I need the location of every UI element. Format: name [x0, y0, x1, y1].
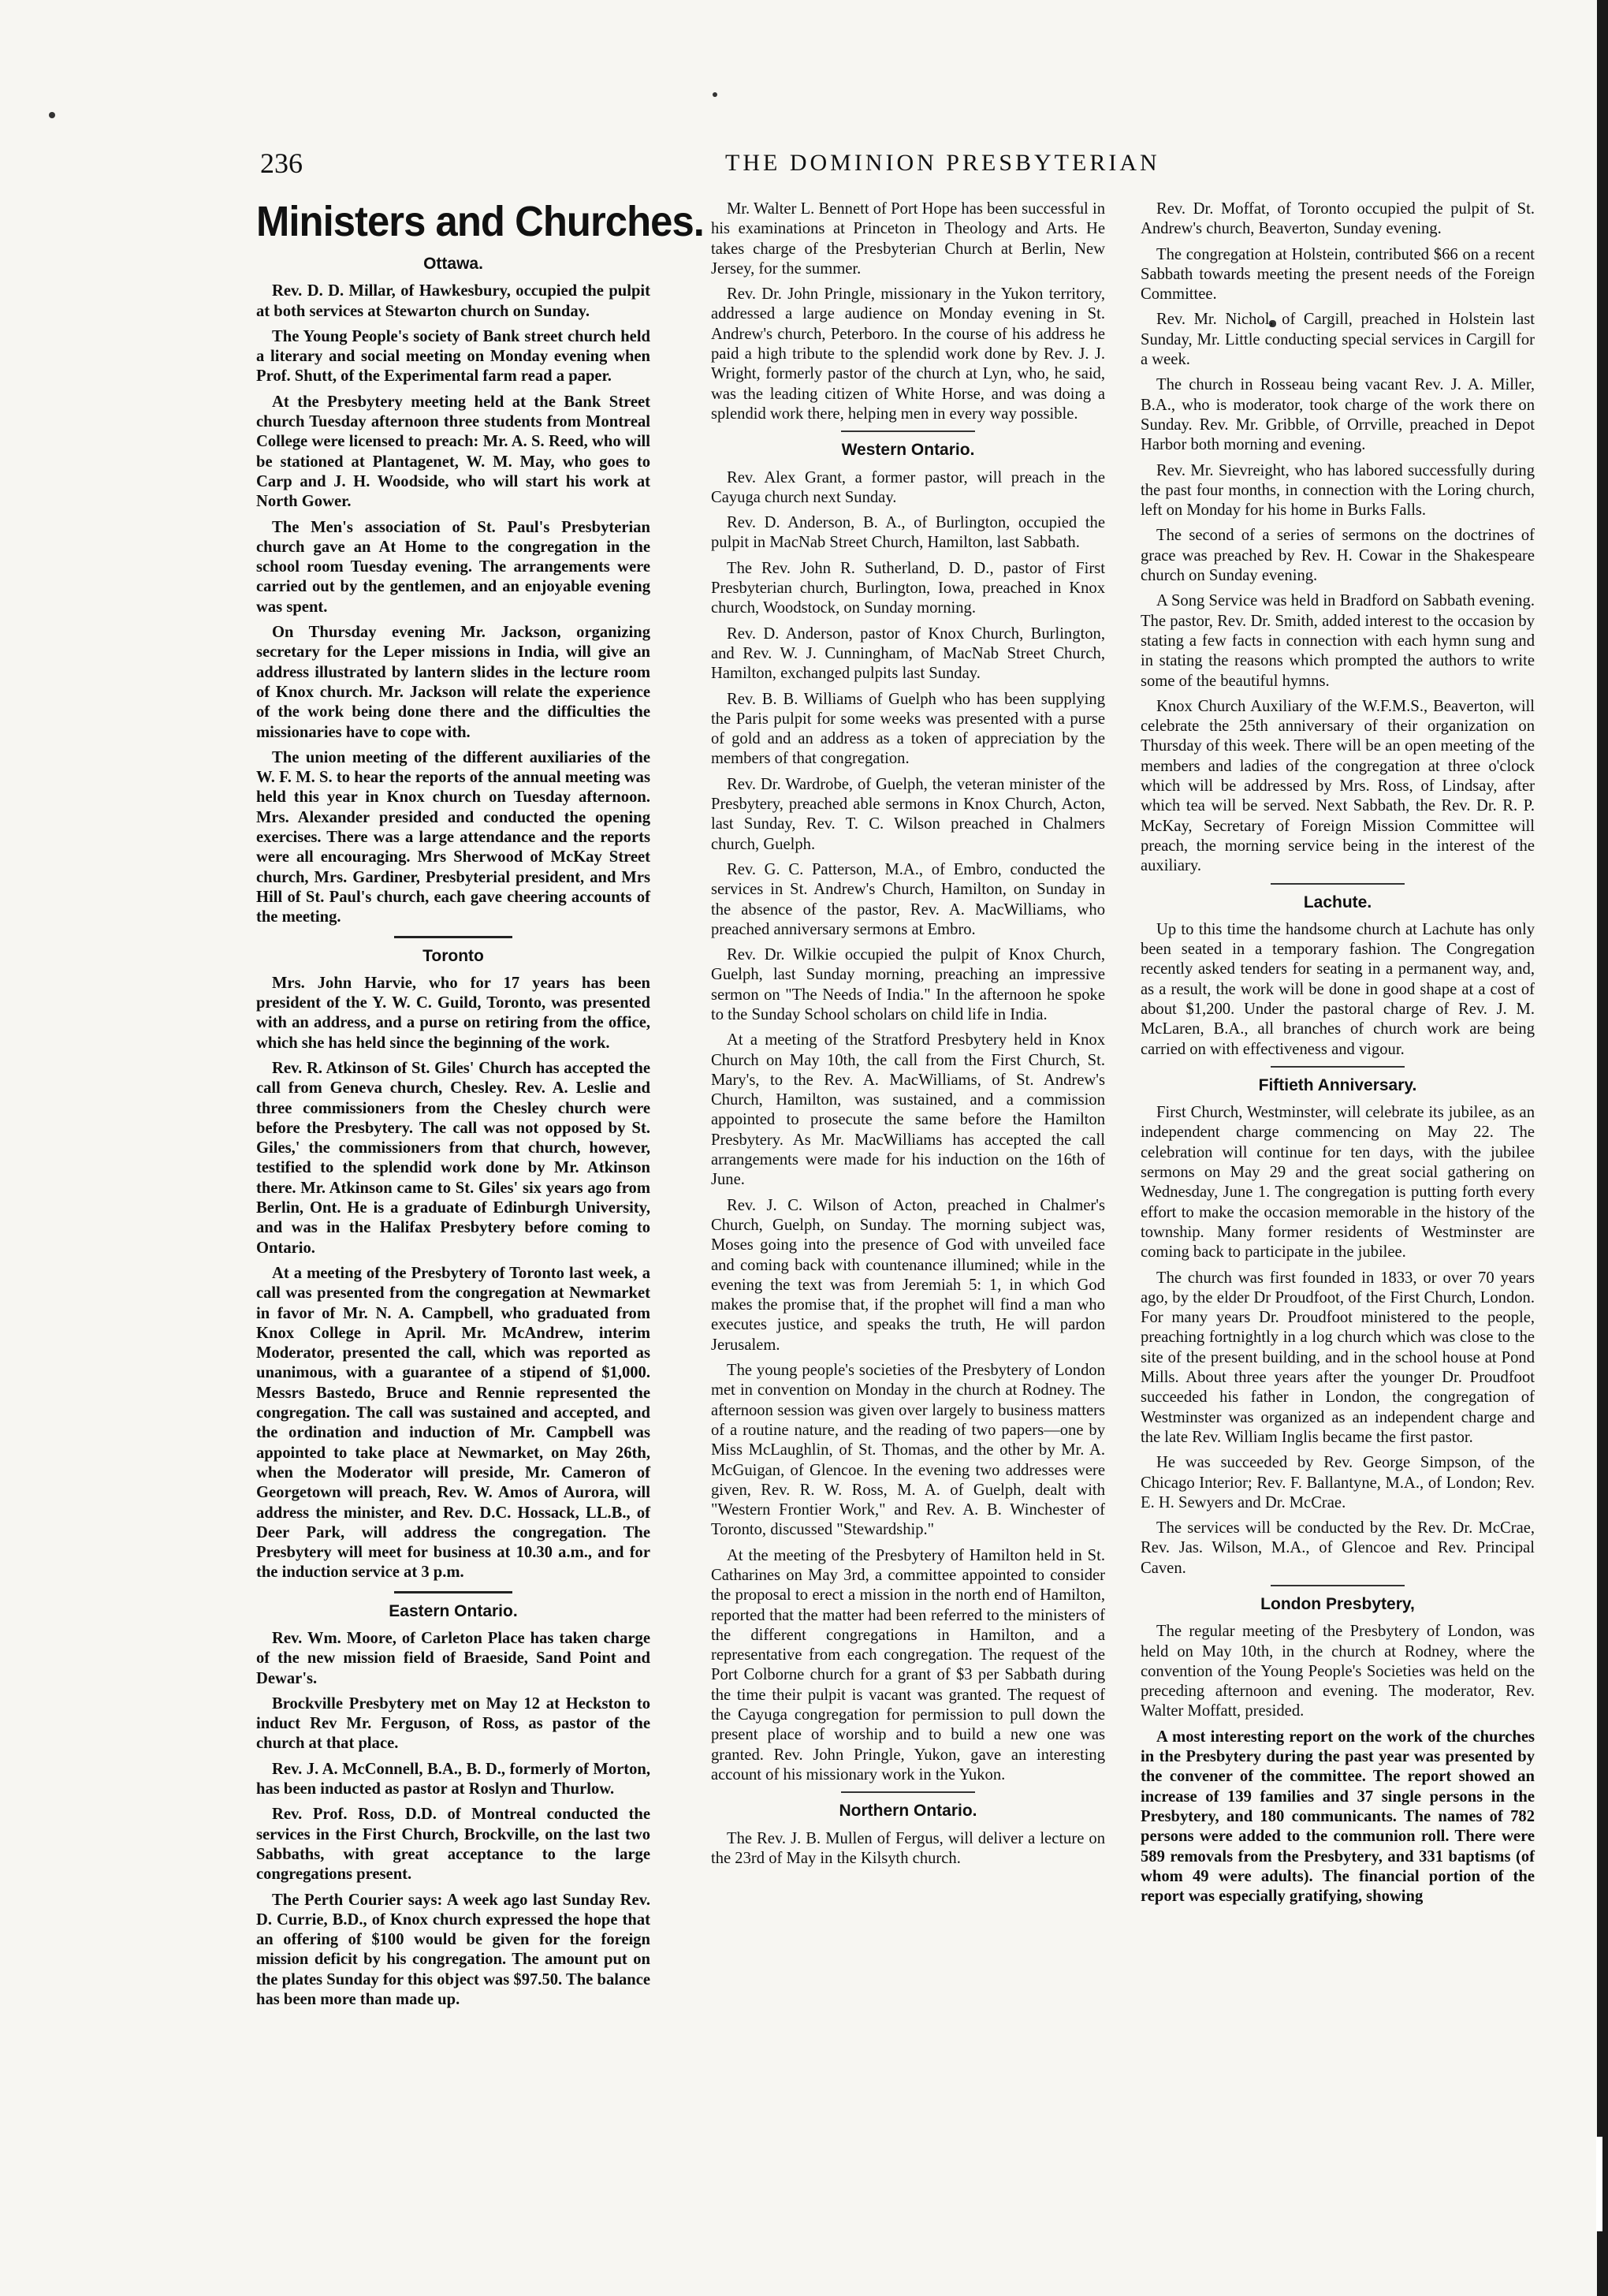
paragraph: Rev. J. A. McConnell, B.A., B. D., formerly of Morton, has been inducted as pastor at Roslyn and Thurlow.	[256, 1760, 650, 1798]
scan-speck	[49, 112, 55, 118]
paragraph: Rev. D. Anderson, pastor of Knox Church, Burlington, and Rev. W. J. Cunningham, of MacNab Street Church, Hamilton, exchanged pulpits last Sunday.	[711, 624, 1105, 683]
paragraph: The Men's association of St. Paul's Presbyterian church gave an At Home to the congregation in the school room Tuesday evening. The arrangements were carried out by the gentlemen, and an enjoyable evening was spent.	[256, 518, 650, 616]
paragraph: Rev. Wm. Moore, of Carleton Place has taken charge of the new mission field of Braeside, Sand Point and Dewar's.	[256, 1630, 650, 1687]
page-title: Ministers and Churches.	[256, 198, 704, 245]
paragraph: Rev. J. C. Wilson of Acton, preached in Chalmer's Church, Guelph, on Sunday. The morning subject was, Moses going into the presence of God with unveiled face and coming back with countenance illumined; while in the evening the text was from Jeremiah 5: 1, in which God makes the promise that, if the prophet will find a man who executes justice, and speaks the truth, He will pardon Jerusalem.	[711, 1196, 1105, 1354]
column-3	[1141, 199, 1535, 1912]
paragraph: At the Presbytery meeting held at the Bank Street church Tuesday afternoon three students from Montreal College were licensed to preach: Mr. A. S. Reed, who will be stationed at Plantagenet, W. M. May, who goes to Carp and J. H. Woodside, who will start his work at North Gower.	[256, 393, 650, 511]
paragraph: The union meeting of the different auxiliaries of the W. F. M. S. to hear the reports of the annual meeting was held this year in Knox church on Tuesday afternoon. Mrs. Alexander presided and conducted the opening exercises. There was a large attendance and the reports were all encouraging. Mrs Sherwood of McKay Street church, Mrs. Gardiner, Presbyterial president, and Mrs Hill of St. Paul's church, each gave cheering accounts of the meeting.	[256, 748, 650, 926]
paragraph: The services will be conducted by the Rev. Dr. McCrae, Rev. Jas. Wilson, M.A., of Glencoe and Rev. Principal Caven.	[1141, 1519, 1535, 1577]
paragraph: At a meeting of the Stratford Presbytery held in Knox Church on May 10th, the call from the First Church, St. Mary's, to the Rev. A. MacWilliams, of St. Andrew's Church, Hamilton, was sustained, and a commission appointed to prosecute the same before the Hamilton Presbytery. As Mr. MacWilliams has accepted the call arrangements were made for his induction on the 16th of June.	[711, 1031, 1105, 1189]
divider	[394, 936, 512, 938]
paragraph: Rev. Prof. Ross, D.D. of Montreal conducted the services in the First Church, Brockville, on the last two Sabbaths, with great acceptance to the large congregations present.	[256, 1806, 650, 1884]
paragraph: The regular meeting of the Presbytery of London, was held on May 10th, in the church at Rodney, where the convention of the Young People's Societies was held on the preceding afternoon and evening. The moderator, Rev. Walter Moffatt, presided.	[1141, 1623, 1535, 1720]
column-1	[256, 197, 704, 2015]
paragraph: Rev. Dr. Moffat, of Toronto occupied the pulpit of St. Andrew's church, Beaverton, Sunday evening.	[1141, 200, 1535, 238]
section-heading-ottawa: Ottawa.	[423, 255, 483, 273]
paragraph: Rev. R. Atkinson of St. Giles' Church has accepted the call from Geneva church, Chesley. Rev. A. Leslie and three commissioners from the Chesley church were before the Presbytery. The call was not opposed by St. Giles,' the commissioners from that church, however, testified to the splendid work done by Mr. Atkinson there. Mr. Atkinson came to St. Giles' six years ago from Berlin, Ont. He is a graduate of Edinburgh University, and was in the Halifax Presbytery before coming to Ontario.	[256, 1059, 650, 1257]
paragraph: Rev. Mr. Nichol, of Cargill, preached in Holstein last Sunday, Mr. Little conducting special services in Cargill for a week.	[1141, 311, 1535, 369]
divider	[394, 1591, 512, 1593]
paragraph: Rev. D. D. Millar, of Hawkesbury, occupied the pulpit at both services at Stewarton church on Sunday.	[256, 282, 650, 320]
paragraph: The church was first founded in 1833, or over 70 years ago, by the elder Dr Proudfoot, of the First Church, London. For many years Dr. Proudfoot ministered to the people, preaching fortnightly in a log church which was close to the site of the present building, and in the school house at Pond Mills. About three years after the younger Dr. Proudfoot succeeded his father in London, the congregation of Westminster was organized as an independent charge and the late Rev. William Inglis became the first pastor.	[1141, 1269, 1535, 1446]
page-number: 236	[260, 147, 303, 179]
paragraph: A Song Service was held in Bradford on Sabbath evening. The pastor, Rev. Dr. Smith, added interest to the occasion by stating a few facts in connection with each hymn sung and in stating the reasons which prompted the authors to write some of the beautiful hymns.	[1141, 592, 1535, 690]
scan-speck	[713, 92, 717, 97]
paragraph: At a meeting of the Presbytery of Toronto last week, a call was presented from the congregation at Newmarket in favor of Mr. N. A. Campbell, who graduated from Knox College in April. Mr. McAndrew, interim Moderator, presented the call, which was reported as unanimous, with a guarantee of a stipend of $1,000. Messrs Bastedo, Bruce and Rennie represented the congregation. The call was sustained and accepted, and the ordination and induction of Mr. Campbell was appointed to take place at Newmarket, on May 26th, when the Moderator will preside, Mr. Cameron of Georgetown will preach, Rev. W. Amos of Aurora, will address the minister, and Rev. D.C. Hossack, LL.B., of Deer Park, will address the congregation. The Presbytery will meet for business at 10.30 a.m., and for the induction service at 3 p.m.	[256, 1264, 650, 1582]
scan-edge-mark	[1596, 2137, 1602, 2231]
paragraph: Rev. Dr. Wardrobe, of Guelph, the veteran minister of the Presbytery, preached able sermons in Knox Church, Acton, last Sunday, Rev. T. C. Wilson preached in Chalmers church, Guelph.	[711, 775, 1105, 853]
section-heading-lachute: Lachute.	[1303, 893, 1372, 911]
paragraph: The church in Rosseau being vacant Rev. J. A. Miller, B.A., who is moderator, took charge of the work there on Sunday. Rev. Mr. Gribble, of Orrville, preached in Depot Harbor both morning and evening.	[1141, 376, 1535, 454]
paragraph: Rev. B. B. Williams of Guelph who has been supplying the Paris pulpit for some weeks was presented with a purse of gold and an address as a token of appreciation by the members of that congregation.	[711, 690, 1105, 768]
paragraph: First Church, Westminster, will celebrate its jubilee, as an independent charge commencing on May 22. The celebration will continue for ten days, with the jubilee sermons on May 29 and the great social gathering on Wednesday, June 1. The congregation is putting forth every effort to make the occasion memorable in the history of the township. Many former residents of Westminster are coming back to participate in the jubilee.	[1141, 1104, 1535, 1262]
paragraph: The Perth Courier says: A week ago last Sunday Rev. D. Currie, B.D., of Knox church expressed the hope that an offering of $100 would be given for the foreign mission deficit by his congregation. The amount put on the plates Sunday for this object was $97.50. The balance has been more than made up.	[256, 1891, 650, 2009]
paragraph: The congregation at Holstein, contributed $66 on a recent Sabbath towards meeting the present needs of the Foreign Committee.	[1141, 245, 1535, 304]
paragraph: Knox Church Auxiliary of the W.F.M.S., Beaverton, will celebrate the 25th anniversary of their organization on Thursday of this week. There will be an open meeting of the members and ladies of the congregation at three o'clock which will be addressed by Mrs. Ross, of Lindsay, after which tea will be served. Next Sabbath, the Rev. Dr. R. P. McKay, Secretary of Foreign Mission Committee will preach, the morning service being in the interest of the auxiliary.	[1141, 697, 1535, 875]
section-heading-eastern-ontario: Eastern Ontario.	[389, 1601, 518, 1620]
divider	[1271, 883, 1405, 885]
paragraph: The Young People's society of Bank street church held a literary and social meeting on Monday evening when Prof. Shutt, of the Experimental farm read a paper.	[256, 327, 650, 386]
paragraph: On Thursday evening Mr. Jackson, organizing secretary for the Leper missions in India, will give an address illustrated by lantern slides in the lecture room of Knox church. Mr. Jackson will relate the experience of the work being done there and the difficulties the missionaries have to cope with.	[256, 624, 650, 741]
paragraph: Rev. Alex Grant, a former pastor, will preach in the Cayuga church next Sunday.	[711, 468, 1105, 506]
paragraph: The second of a series of sermons on the doctrines of grace was preached by Rev. H. Cowar in the Shakespeare church on Sunday evening.	[1141, 527, 1535, 585]
paragraph: Mr. Walter L. Bennett of Port Hope has been successful in his examinations at Princeton in Theology and Arts. He takes charge of the Presbyterian Church at Berlin, New Jersey, for the summer.	[711, 200, 1105, 278]
paragraph: A most interesting report on the work of the churches in the Presbytery during the past year was presented by the convener of the committee. The report showed an increase of 139 families and 37 single persons in the Presbytery, and 180 communicants. The names of 782 persons were added to the communion roll. There were 589 removals from the Presbytery, and 331 baptisms (of whom 49 were adults). The financial portion of the report was especially gratifying, showing	[1141, 1728, 1535, 1906]
paragraph: Up to this time the handsome church at Lachute has only been seated in a temporary fashion. The Congregation recently asked tenders for seating in a permanent way, and, as a result, the work will be done in good shape at a cost of about $1,200. Under the pastoral charge of Rev. J. M. McLaren, B.A., all branches of church work are being carried on with effectiveness and vigour.	[1141, 920, 1535, 1058]
paragraph: The Rev. J. B. Mullen of Fergus, will deliver a lecture on the 23rd of May in the Kilsyth church.	[711, 1829, 1105, 1867]
section-heading-western-ontario: Western Ontario.	[841, 441, 975, 460]
paragraph: Brockville Presbytery met on May 12 at Heckston to induct Rev Mr. Ferguson, of Ross, as pastor of the church at that place.	[256, 1694, 650, 1753]
running-head: THE DOMINION PRESBYTERIAN	[725, 150, 1160, 176]
divider	[841, 430, 975, 432]
paragraph: The Rev. John R. Sutherland, D. D., pastor of First Presbyterian church, Burlington, Iowa, preached in Knox church, Woodstock, on Sunday morning.	[711, 559, 1105, 617]
paragraph: He was succeeded by Rev. George Simpson, of the Chicago Interior; Rev. F. Ballantyne, M.A., of London; Rev. E. H. Sewyers and Dr. McCrae.	[1141, 1454, 1535, 1511]
divider	[841, 1791, 975, 1793]
paragraph: Rev. Mr. Sievreight, who has labored successfully during the past four months, in connection with the Loring church, left on Monday for his home in Burks Falls.	[1141, 461, 1535, 520]
divider	[1271, 1066, 1405, 1068]
paragraph: Mrs. John Harvie, who for 17 years has been president of the Y. W. C. Guild, Toronto, was presented with an address, and a purse on retiring from the office, which she has held since the beginning of the work.	[256, 974, 650, 1052]
paragraph: Rev. Dr. Wilkie occupied the pulpit of Knox Church, Guelph, last Sunday morning, preaching an impressive sermon on "The Needs of India." In the afternoon he spoke to the Sunday School scholars on child life in India.	[711, 946, 1105, 1023]
section-heading-fiftieth-anniversary: Fiftieth Anniversary.	[1258, 1075, 1417, 1094]
scan-edge	[1597, 0, 1608, 2296]
paragraph: At the meeting of the Presbytery of Hamilton held in St. Catharines on May 3rd, a committee appointed to consider the proposal to erect a mission in the north end of Hamilton, reported that the matter had been referred to the ministers of the different congregations in Hamilton, and a representative from each congregation. The request of the Port Colborne church for a grant of $3 per Sabbath during the time their pulpit is vacant was granted. The request of the Cayuga congregation for permission to pull down the present place of worship and to build a new one was granted. Rev. John Pringle, Yukon, gave an interesting account of his missionary work in the Yukon.	[711, 1546, 1105, 1784]
paragraph: Rev. D. Anderson, B. A., of Burlington, occupied the pulpit in MacNab Street Church, Hamilton, last Sabbath.	[711, 514, 1105, 552]
section-heading-northern-ontario: Northern Ontario.	[839, 1802, 977, 1821]
paragraph: Rev. Dr. John Pringle, missionary in the Yukon territory, addressed a large audience on Monday evening in St. Andrew's church, Peterboro. In the course of his address he paid a high tribute to the splendid work done by Rev. J. J. Wright, formerly pastor of the church at Lyn, who, he said, was the leading citizen of White Horse, and was doing a splendid work there, helping men in every way possible.	[711, 285, 1105, 423]
divider	[1271, 1585, 1405, 1586]
section-heading-toronto: Toronto	[422, 946, 484, 965]
paragraph: The young people's societies of the Presbytery of London met in convention on Monday in the church at Rodney. The afternoon session was given over largely to business matters of a routine nature, and the reading of two papers—one by Miss McLaughlin, of St. Thomas, and the other by Mr. A. McGuigan, of Glencoe. In the evening two addresses were given, Rev. R. W. Ross, M. A. of Guelph, dealt with "Western Frontier Work," and Rev. A. B. Winchester of Toronto, discussed "Stewardship."	[711, 1362, 1105, 1539]
section-heading-london-presbytery: London Presbytery,	[1260, 1595, 1415, 1613]
paragraph: Rev. G. C. Patterson, M.A., of Embro, conducted the services in St. Andrew's Church, Hamilton, on Sunday in the absence of the pastor, Rev. A. MacWilliams, who preached anniversary sermons at Embro.	[711, 860, 1105, 938]
column-2	[711, 199, 1105, 1874]
